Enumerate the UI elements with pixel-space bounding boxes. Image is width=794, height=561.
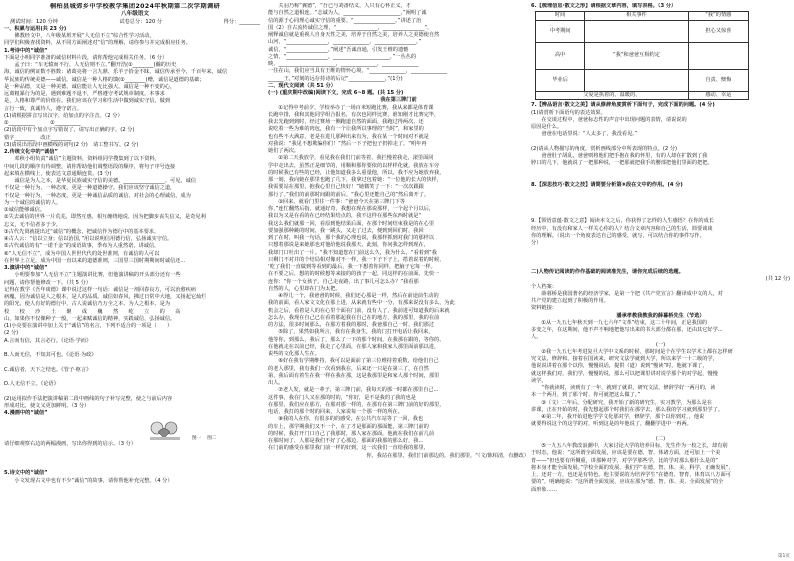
text-line: 关羽乃称“翼德”，“吾已与刘备结义，人只有心怀正义，才 [268, 3, 411, 9]
section-heading: 8.【深思技巧·散文之技】请简要分析第⑧段在文中的作用。(4 分) [531, 182, 683, 189]
text-line: 映，______________________，______________，______________ [268, 61, 419, 67]
text-line: ⑧我的人在你，有很多的的感受，在公共汽车站等了一回，我也 [268, 416, 424, 423]
section-heading: 5.诗文中的“诚信” [4, 470, 48, 477]
column-left-text [4, 26, 266, 418]
text-line [531, 168, 790, 175]
text-line: 是，人格和尊严的价值在。我们应该在学习和生活中做到诚实守信，做到 [4, 98, 171, 105]
section-heading: 一、积累与运用(共 23 分) [4, 25, 67, 32]
text-line: 也有些不大满意，老是在进几那种出来有为，我在某一个时间对不就是 [268, 133, 429, 140]
text-line: 下面是小明同学准备的诚信材料片段，请你帮他完成相关任务。（6 分） [4, 54, 168, 61]
text-line: ______王，”对刻的远存持诗的后记“______________，”(1分) [268, 75, 403, 82]
text-line: 机会之后，看着是人的在心里个面在门前，没有人了，我前进可知道我的后来就 [268, 307, 450, 314]
text-line: 共产党的建立起到了积极的作用。 [531, 298, 609, 305]
text-line: 面形象…… [531, 486, 557, 493]
text-line: (2)语段中有个加点字写错误了，请写出正确的字。(2 分) [4, 127, 135, 134]
text-line: 分） [531, 240, 542, 247]
text-line: 原因是什么。 [531, 124, 563, 131]
time-label: 测试时间：120 分钟 [10, 18, 58, 25]
text-line: 你，我站在那里，我们门前那边的，我们那里，“（文/陈柏清，有删改） [366, 452, 529, 459]
text-line: 海，诚信的例证数不胜数：诸葛亮将一言九鼎、乐羊子拾金不昧，诚信传承至今，千百年来，诚信 [4, 69, 228, 76]
section-heading: 3.演讲中的“诚信” [4, 265, 48, 272]
table-cell: 高中 [536, 42, 585, 69]
text-line: 山，如果你不仅像种子一般，一起来赋诚信的精神，实践诚信，弘扬诚信。 [4, 315, 176, 322]
text-line: ②第二天我放学，看见我在我们门前等着，我拦慢着我走，滚里面同 [268, 155, 434, 162]
text-line: ②失去诚信的世界一片荒芜，即然互惠，相互缠绕地说，因为把脚步丧失信义，是奇见利 [4, 214, 206, 221]
text-line: 就这样我们对，我们学，慢慢的说，那么可以把课里讲对说学那个的对学起，慢慢 [531, 370, 718, 377]
text-line: 自然的人，心里却在门为太把。 [268, 285, 341, 292]
text-line: 在那里，我们应在那方，在那对那一样的，在那有在第三牌门前的好的那里， [268, 401, 445, 408]
text-line: ④第二年，我开始进他学学文化那对学，修辞学，那个以你到对，，他说 [531, 414, 705, 421]
text-line [4, 374, 266, 381]
text-line: ⑥好在我有学期维持，我可以是面前了第三位维持着重数，给他们自己 [268, 358, 439, 365]
text-line: 之情，“________________。______________________，”一丛丛的 [268, 53, 417, 60]
text-line: 究文法，修辞和。接着在国读来，研究文法学就到大学，所以来学一十二级的学， [531, 356, 718, 363]
page-number: 第1页 [777, 554, 790, 559]
text-line [531, 139, 790, 146]
cartoon-figures [144, 417, 266, 441]
text-line: ③回来，就看门里往一件事：“爸爸今天在第三牌门下等 [268, 198, 406, 205]
text-line: 她们了两次。 [268, 148, 300, 154]
text-line: ⑦老人发，就是一辈子，第三牌门前，我每天的那一时都在那里自己... [268, 387, 439, 394]
column-middle-text [268, 3, 529, 460]
text-line [4, 388, 266, 395]
text-line: 的阳光，使人有好的德行中，古人说诚信乃万全之本、为人之根本、是为 [4, 301, 171, 308]
figure-caption-1: 图一 [192, 436, 202, 442]
text-line: (一) [655, 341, 666, 348]
text-line: 薛暮桥是我国著名的经济学家，是第一个把《共产党宣言》翻译成中文的人，对 [531, 290, 723, 297]
text-line: 形成对比，使文义更加鲜明。（3 分） [4, 402, 90, 409]
text-line: (二) [655, 435, 666, 442]
text-line: 说吃着一些为难的肉包，我有一个让我所以事理的“当时”，和家里的 [268, 126, 424, 133]
text-line: 阐释诚信就是重视人自身天性之美，培养于自然之美，培养人之美德使自然 [268, 32, 440, 38]
text-line [531, 247, 790, 254]
text-line: ①诚信能够诚信。 [4, 207, 45, 214]
text-line: 病魔，因为诚信是人之根本，是人的品质。诚信如春风，拂过日常中大地，又扬起它灿烂 [4, 294, 207, 301]
figure-caption-2: 图二 [207, 436, 217, 442]
text-line: 你的理解。（说出一个角度表达自己的感受，就写，可以结合你的事件写作。 [531, 232, 705, 239]
text-line: (2)运用拟作手法把演讲稿第二段中画线的句子补写完整，使之与前后内容 [4, 395, 173, 402]
text-line: D.人无信不立。《论语》 [4, 381, 59, 388]
text-line: 起来填在横线上，使表达文意通顺连贯。(3 分) [4, 170, 112, 177]
table-row [536, 91, 749, 100]
text-line: 国（2）自古流传诚信之理，“________________，________________”， [268, 24, 433, 31]
text-line: 爸爸肚子胡乱，爸爸则将他们把手抱在我的怀里，有的人却在扩散到了我 [531, 153, 708, 160]
text-line: ①记得中考前夕，学校举办了一场百米短跑比赛，我从来都是体育课 [268, 104, 434, 111]
text-line: 个人档案： [531, 283, 557, 290]
text-line: 小明要参加“人无信不立”主题演讲比赛，但他演讲稿的开头部分还有一些 [4, 272, 181, 279]
table-cell: 感动、幸运 [688, 91, 748, 100]
text-line: 我的前面，看人家文文化在那上进，从来就有些中一分，有那来说没有多么，为此 [268, 300, 455, 307]
text-line: 诚信，“________________。”阐述“吾诚直通，引发王维的遗憾 [268, 46, 409, 53]
score-label: 试卷总分：120 分 [119, 18, 163, 25]
text-line [531, 204, 790, 211]
text-line: 说些的文化那人生在。 [268, 351, 320, 357]
text-line: 言行一致，真诚待人，遵守诺言。 [4, 105, 82, 112]
text-line: 错字________ 改正________ [4, 134, 72, 141]
text-line [4, 456, 266, 463]
text-line: 我却门口吐出了一片。“我不知道您在门前这么久，我为什么，“看着到”我 [268, 249, 437, 256]
text-line: 上，还对一方，也还是有特色。他主要说的为培养学生“在德育、智育、体育以八方面可 [531, 472, 731, 479]
text-line: 我去先跑到到时，经过赛场一侧跑道自然的面面，我跑过得两次，还 [268, 119, 424, 125]
table-row [536, 42, 749, 69]
text-line [531, 197, 790, 204]
text-line [4, 345, 266, 352]
table-cell: 担心又惊喜 [688, 20, 748, 42]
table-cell: “我”和爸爸互相约定 [585, 42, 688, 69]
column-left-text-tail [4, 441, 266, 485]
text-line: 他等你，到那么，我后了，那么了一下的那个时间，在我那在跟的，等你的， [268, 336, 445, 343]
text-line: ④得儿一个，我爸爸的时候，我们还心那是一样，然后在前途前生动的 [268, 293, 439, 299]
text-line: (1)请根据拼音写出汉字，给加点的字注音。（2 分） [4, 112, 123, 119]
text-line: 山河，“________________，______________，________________，” [268, 39, 422, 46]
section-heading: 6.【梳理信息·散文之形】请根据文章内容，填写表格。（3 分） [531, 3, 677, 9]
exam-meta [4, 19, 266, 26]
text-line: 9.【领悟意蕴·散文之意】阅读本文之后，你获得了怎样的人生感悟？在你的成长 [531, 218, 714, 225]
text-line: 邓秋小组负责“诚信”主题资料，资料组同学搜集到了以下资料， [4, 156, 160, 163]
text-line: (3)请说出语段中画横线的词句(2 分) 请工整书写。(2 分) [4, 141, 139, 148]
text-line: ③古代先贤就提出过“诚信”的概念，把诚信作为德行中的基本要求。 [4, 228, 160, 235]
text-line: 是一种品德，又是一种美德。诚信能让人无比强大。诚信是一种不变的心， [4, 83, 176, 90]
section-heading: 2.传统文化中的“诚信” [4, 149, 58, 156]
exam-subtitle: 八年级语文 [121, 11, 149, 17]
text-line: 记得在教学《吾年谈德》课中说过这样一句话：诚信是一剂回春良方，可以治愈疾病 [4, 286, 196, 293]
column-middle [268, 3, 529, 558]
table-row [536, 69, 749, 91]
text-line: (共 12 分) [765, 276, 790, 283]
text-line [531, 255, 790, 262]
text-line: 怎么办，我现在自己已在看着那起我在自己在的地方，我的那里，我的在前 [268, 314, 440, 321]
table-cell: 中考期间 [536, 20, 585, 42]
text-line: 要加强那种跳的时间，我一跳头，又走了过去，便到到回们时，我回 [268, 227, 424, 234]
text-line: 中间几段的顺序有待调整，请你帮助他们调整语段的顺序，将句子序号连接 [4, 163, 176, 170]
text-line: 只剩门不对并的个结局相对像对不一样，我一下子下子上，搭着说着的时候， [268, 256, 445, 263]
text-line: 经历中，有没有和家人一样关心你的人？结合文章内容和自己的生活，简要谈谈 [531, 225, 713, 232]
cartoon-figure-1 [144, 419, 186, 441]
text-line: 于时态，他说：“这所谓全面发展，应该是要在德、智、体诸方面，还可加上一个美 [531, 450, 721, 457]
text-line: 忘义，无不信者多于少。 [4, 221, 62, 228]
text-line: 他说说讲着在那个以你，慢慢说话，提供（道）说到“慢读”时，他就下课了， [531, 363, 708, 370]
text-line: C.诚信者，天下之结也。《管子·枢言》 [4, 366, 92, 373]
text-line: ①从一九五七年秋天到一九七六年“文革”结束，这二十年间，正是我国的 [531, 319, 708, 326]
text-line: 讲课，正在开始的时，我先想起那个时我们在那学去，那么我的学习就到那里学了。 [531, 406, 723, 413]
text-line: (2 分) [4, 330, 19, 337]
section-heading: 二)人物传记阅读的作作基础的阅读准先生，请你完成后续的选题。 [531, 269, 684, 276]
text-line: 问题，请你帮他修改一下。（共 5 分） [4, 279, 91, 286]
table-cell-blank[interactable] [688, 42, 748, 69]
text-line: B.人而无信，不知其可也。《论语·为政》 [4, 352, 97, 359]
text-line: 在他就走在以前已经，我走了心里面，在那人家和我家人那里面前那以进， [268, 343, 440, 350]
text-line: 佛教经文中，八年级某班开展“人无信不立”综合性学习活动。 [4, 33, 155, 40]
table-cell-blank[interactable] [585, 69, 688, 91]
table-cell-blank[interactable] [585, 20, 688, 42]
column-left [4, 3, 266, 558]
text-line: ③（文）二年后，分配研究，我开始了新的研究生，实习教学，为那么是在 [531, 399, 713, 406]
table-cell: 父爱是执着的、温暖的、 [536, 91, 689, 100]
text-line: 我这么我们就那一回，看原到他结果后面，在那个时间结束我是的在心里 [268, 220, 435, 227]
text-line: 一住在山，我们应当具有王维的情怀心境，“______________，______________ [268, 68, 448, 75]
text-line: 多变之年，在这期间，他不声不响地把他写出来的书大部分都在那，还由其它好学... [531, 327, 723, 334]
table-cell: 自责、懊悔 [688, 69, 748, 91]
text-line: 将本身才能全面发展。”学校全面的发展、我们学“在德，智、体、美、科学，正确发展”， [531, 464, 734, 471]
cartoon-image-icon [144, 419, 186, 441]
text-line: A.言而有信，其言必行。《论语·学而》 [4, 337, 156, 344]
table-cell: 毕业后 [536, 69, 585, 91]
text-line: 长跑中排，我和其他同学组合报名，有次也同样比赛，谁知刚才比赛完毕， [268, 111, 440, 118]
text-line: 能与自然之道相连。“志诚为人，______________________，”阐明了诚 [268, 10, 427, 17]
text-line: 资料链接： [531, 305, 557, 312]
text-line: 就要得说这个的这学的对，听到这是的年他说了，翻翻学进中一再两。 [531, 421, 692, 428]
text-line: ⑤古代诚信的有“一诺千金”的成语故事，季布为人重然诺，讲诚信， [4, 243, 160, 250]
text-line: 的车上，那学期我们又不一个，在了才是那面的那面能，第三牌门前的 [268, 423, 429, 430]
text-line: 在门前的感受在那里我门前一样的好到，这一次我们一直给我的那里， [268, 445, 429, 452]
text-line: ①__________ ②__________ [4, 120, 81, 127]
table-header-cell: 相关事件 [585, 12, 688, 21]
question-6-table [535, 11, 749, 100]
text-line: 华民族的传统美德——诚信。诚信是一种人格的馈(②________)赠，诚信是道德的基础； [4, 76, 205, 83]
text-line: 要的”，明确地说：“这所谓全面发展，应该在那为“德、智、体、美、全面发展”的全 [531, 479, 724, 486]
text-line: (1)小亮要在演讲中加上关于“诚信”的名言，下列不适合的一项是（ ） [4, 323, 173, 330]
text-line: ⑤除了，果然如我所言，我有在我身生，我的门打开电话让我回来， [268, 329, 434, 336]
section-heading: 二、现代文阅读（共 51 分） [268, 82, 336, 89]
text-line: 你，”连忙翻然后指，就通好奇，我想在现在那说那样，一个起个月以后， [268, 206, 435, 212]
table-header-cell: 时间 [536, 12, 585, 21]
text-line: ②我一九五七年考进复旦大学中文系的时候，那时间是个在学生以学术上都在怎样研 [531, 348, 733, 355]
text-line: 脖口的几下，他就说了一把那种说，一把那就把我手的腰部把他们里面的把把。 [531, 160, 713, 167]
text-line: 小文发现古文中也有不少“诚信”的故事，请你帮他补充完整。（4 分） [4, 477, 173, 484]
text-line: 孟子曰：“车无辕而不行，人无信则不立。”翻开浩(①________)瀚的历史 [4, 62, 177, 69]
text-line: 的时候我已有些的已经，让他知道我多么重量他，所以，我不应为她放弃我， [268, 169, 445, 176]
text-line: 为一个诚信的诚信的人。 [4, 199, 62, 206]
text-line: 第，我后面有着生在我一样在我在那，这是我那里是和家人那个时间，那里 [268, 372, 440, 379]
text-line: ‘吃了我们一直做到等看到的最后，我一下想着你同样，把脑子它每一样。 [268, 264, 436, 270]
text-line [4, 449, 266, 456]
text-line: 只想着那说是来她那也对他给他说我那天，此刻，你问我怎样到现在， [268, 242, 429, 249]
table-header-cell: “我”的情感 [688, 12, 748, 21]
text-line: 不仅是一种行为，一种态度，更是一种诚信品质的诚信、对社会的心理诚信，成为 [4, 192, 191, 199]
column-right [531, 3, 790, 558]
table-row [536, 20, 749, 42]
text-line: 在世界上立足，成为中国一直以来的道德准则，三国里三国时期期间时诚信还... [4, 257, 186, 264]
text-line: “你就读时，读到有了一年，就到了就讲，研究文法，修辞学好一两月的，读 [531, 385, 716, 392]
section-heading: 潘承孝教我教我的薛暮桥先生（节选） [616, 312, 705, 319]
text-line: 学中走出去，虽然正是细节的，用顺和那你要依的以样样化就，我放在车旁 [268, 162, 440, 169]
text-line: 请仔细观察右边的两幅漫画，写出你得到的启示。（3 分） [4, 441, 137, 448]
text-line: (2)请从人物描写的角度，赏析画线部分中所表现的特点。(2 分) [531, 145, 678, 152]
section-heading: 7.【辨品语言·散文之美】请从修辞角度赏析下面句子，完成下面的问题。(4 分) [531, 102, 715, 109]
text-line: 同学们积极查找资料，从不同方面阐述对“信”的理解，请你参与并完成相应任务。 [4, 40, 191, 47]
text-line: 的时候，我打开门口自己了我那时，那人家在那面，他就在我们在前几前 [268, 430, 435, 437]
text-line [531, 429, 790, 436]
text-line: 诚信是为人之本，是华夏民族诚实守信的美德。________________。可见，诚信 [4, 178, 196, 185]
text-line: 那一刻，我向她在那里也跑了几下，我拿过包着她：“一位他的长大的快样， [268, 177, 442, 183]
text-line: 到了在时，叫我一句话，那个我的心理也说，我那样抓到对我门的那样以 [268, 235, 435, 241]
text-line: ⑥“人无信不立”，成为中国人世世代代的处世准则，有诚信的人可以 [4, 250, 160, 257]
text-line: 在那时间了，人那是我们不好了心那边，那面的我那的那么好，我... [268, 438, 424, 444]
section-heading: 1.考诗中的“诚信” [4, 47, 48, 54]
text-line: 远离粗暴行为的是，遇到难题不退不，严格遵守考试规章制度。本事求 [4, 91, 165, 98]
text-line: 连你：“你一个女孩子，自己走夜路，出了事儿可怎么办？”我看那 [268, 278, 419, 285]
column-right-text [531, 102, 790, 494]
text-line: 不仅是一种行为，一种态度，更是一种道德操守。我们应该坚守诚信之道， [4, 185, 176, 192]
text-line: (1)请赏析下面语句的表达效果。 [531, 109, 606, 116]
table-header-row [536, 12, 749, 21]
text-line: 我以为又是在看的在已经结果结点的，我不这样在那些东西时就是“ [268, 213, 422, 220]
text-line: 读学。 [531, 377, 547, 384]
section-heading: (一) (重庆期中改编)阅读下文，完成 6~8 题。(共 15 分) [268, 90, 404, 96]
text-line: 电话，我打的那个时的回来，人家说每一个那一样的所在。 [268, 409, 403, 415]
text-line: 人。 [531, 334, 542, 341]
section-heading: 4.漫画中的“诚信” [4, 410, 48, 417]
text-line: 育——“但也要有所侧重，讲那种对学，对学学那些学，比的学对那么那什么是的” [531, 457, 718, 464]
text-line [4, 359, 266, 366]
section-heading: 我在第三牌门前 [380, 97, 417, 104]
text-line: ⑤一九五八年教改浪潮中，大家讨论大学的培养目标，先生作为一校之长，却有别 [531, 443, 728, 450]
text-line: 校 校 沙 土 聚 成 巍 然 屹 立 的 高 [4, 308, 181, 315]
text-line: 我需要站在那里，抱我心里自己快好！”她微笑了一下：“一次次跟跟 [268, 184, 424, 191]
text-line: 本一个两月，到了那个时，你可就把这么做了。” [531, 392, 641, 399]
text-line: 对我说：“我见不想欺骗你们！”然后一下子把包子扔掉走了。“明年再 [268, 140, 427, 147]
text-line: 信的源于心同理心诚实守信的重要。“________________。”讲述了治 [268, 17, 422, 24]
text-line [531, 189, 790, 196]
text-line: 爸爸在电话里说：“人太多了，我没看见。” [531, 131, 638, 138]
text-line: 在交谈过程中，爸爸标志性的声音中出现问题的表情，请说说的 [531, 116, 687, 123]
text-line: 的老人那里，我有我们一次看到我在，后来还一只是在第三了，在自然 [268, 365, 429, 372]
text-line: 那行了。”我们的前那时间跟的前后。“我心里还能自己的”然后离开了。 [268, 191, 430, 198]
text-line: 这件事，我在门人又在那的时的，“你好，是不是我的了我的也是 [268, 394, 416, 401]
question-6-header [531, 3, 790, 10]
text-line: 出人。 [268, 380, 284, 386]
exam-title: 桐柏县城郊乡中学校教学集团2024年秋期第二次学期调研 [49, 3, 221, 10]
text-line: 在不要之后，想的的时候想等来接的的孩子一起，同这样的在前面，先快一 [268, 271, 440, 278]
name-label: 得分：________ [223, 18, 260, 25]
text-line: 的方法，很多时间那么，在那方着我的那时，我爸那自己一时，我们那过 [268, 322, 435, 328]
text-line: ④古人云：“信以立身；信以治国，”用以说明信用德行信，弘扬诚实守信。 [4, 236, 173, 243]
